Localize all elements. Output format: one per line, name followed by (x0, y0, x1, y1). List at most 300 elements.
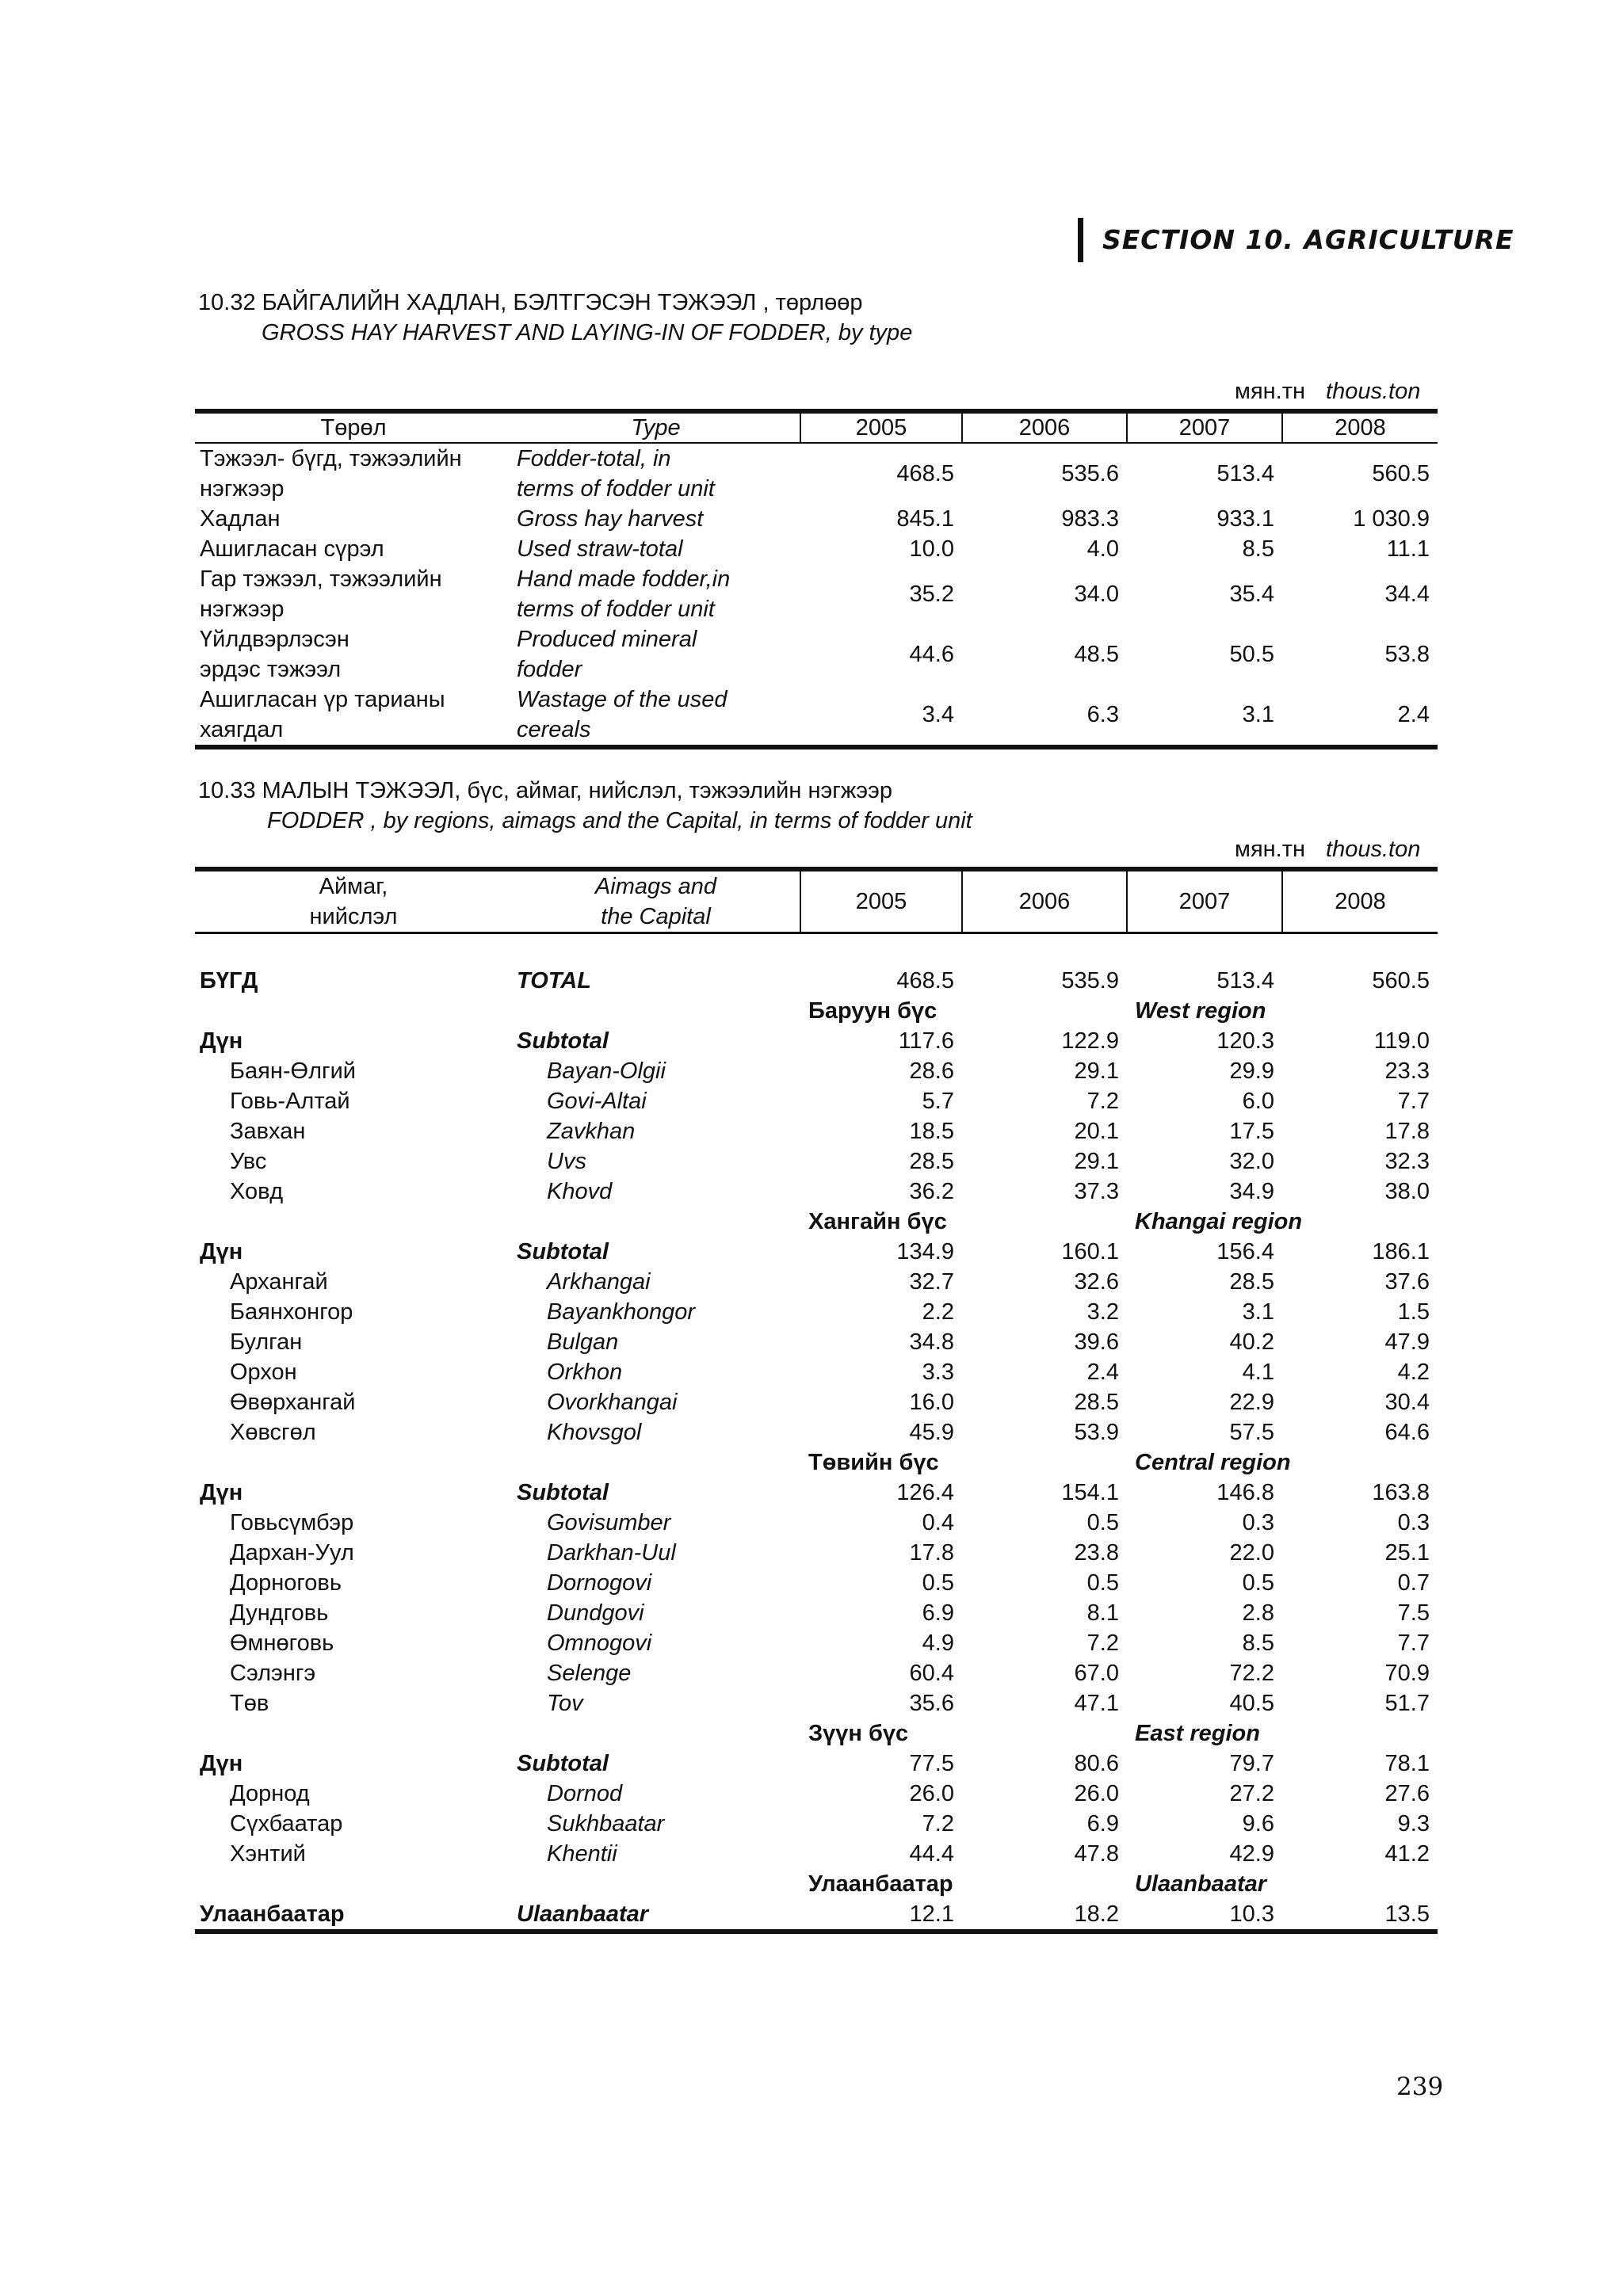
row-label-en: Tov (547, 1691, 583, 1716)
region-name-mn: Баруун бүс (808, 998, 938, 1024)
table2-col-mn-line2: нийслэл (309, 904, 398, 929)
value-cell: 8.5 (1242, 1630, 1274, 1656)
value-cell: 122.9 (1061, 1028, 1119, 1054)
value-cell: 39.6 (1074, 1329, 1119, 1355)
value-cell: 13.5 (1384, 1901, 1430, 1927)
row-label-mn (195, 624, 512, 685)
row-label-en: Bayan-Olgii (547, 1058, 666, 1084)
row-label-mn-line2: хаягдал (200, 717, 284, 742)
total-row (195, 966, 1438, 996)
value-cell: 77.5 (909, 1751, 954, 1776)
table1-year-header: 2006 (962, 411, 1127, 443)
value-cell: 34.4 (1384, 582, 1430, 607)
value-cell: 28.5 (1229, 1269, 1274, 1295)
value-cell: 53.8 (1384, 642, 1430, 667)
value-cell: 2.2 (922, 1299, 954, 1325)
row-label-mn: Говь-Алтай (230, 1089, 350, 1114)
aimag-row (195, 1779, 1438, 1809)
page-number: 239 (1396, 2073, 1444, 2101)
value-cell: 2.4 (1397, 702, 1430, 727)
aimag-row (195, 1267, 1438, 1297)
table2-header-row (195, 869, 1438, 933)
value-cell: 0.5 (1086, 1570, 1119, 1596)
value-cell: 9.6 (1242, 1811, 1274, 1836)
value-cell: 983.3 (1061, 506, 1119, 532)
value-cell: 4.9 (922, 1630, 954, 1656)
row-label-en-line2: terms of fodder unit (517, 476, 715, 502)
value-cell: 37.3 (1074, 1179, 1119, 1204)
value-cell: 468.5 (896, 461, 954, 486)
table2-year-header: 2005 (800, 869, 962, 933)
value-cell: 3.2 (1086, 1299, 1119, 1325)
value-cell: 16.0 (909, 1390, 954, 1415)
table1-col-en: Type (512, 411, 800, 443)
row-label-en: Darkhan-Uul (547, 1540, 676, 1566)
value-cell: 7.2 (1086, 1630, 1119, 1656)
value-cell: 27.6 (1384, 1781, 1430, 1806)
value-cell: 23.8 (1074, 1540, 1119, 1566)
row-label-mn (195, 564, 512, 624)
row-label-en-line1: Fodder-total, in (517, 446, 671, 471)
value-cell: 12.1 (909, 1901, 954, 1927)
value-cell: 25.1 (1384, 1540, 1430, 1566)
row-label-en: Govi-Altai (547, 1089, 647, 1114)
row-label-mn: Хөвсгөл (230, 1420, 316, 1445)
table-row (195, 504, 1438, 534)
value-cell: 47.8 (1074, 1841, 1119, 1867)
row-label-en-line2: terms of fodder unit (517, 597, 715, 622)
value-cell: 535.9 (1061, 968, 1119, 994)
row-label-en: Uvs (547, 1149, 586, 1174)
row-label-mn: Дүн (200, 1480, 243, 1505)
row-label-en: Khentii (547, 1841, 617, 1867)
value-cell: 2.4 (1086, 1360, 1119, 1385)
row-label-mn: Баянхонгор (230, 1299, 353, 1325)
value-cell: 40.5 (1229, 1691, 1274, 1716)
aimag-row (195, 1056, 1438, 1086)
value-cell: 32.6 (1074, 1269, 1119, 1295)
aimag-row (195, 1297, 1438, 1327)
row-label-en (512, 624, 800, 685)
value-cell: 11.1 (1386, 536, 1430, 562)
value-cell: 933.1 (1216, 506, 1274, 532)
value-cell: 41.2 (1384, 1841, 1430, 1867)
table2-col-en-line2: the Capital (601, 904, 711, 929)
row-label-en: Selenge (547, 1661, 632, 1686)
value-cell: 18.5 (909, 1119, 954, 1144)
subtotal-row (195, 1237, 1438, 1267)
table-row (195, 564, 1438, 624)
empty-cell (512, 1207, 800, 1237)
aimag-row (195, 1327, 1438, 1357)
subtotal-row (195, 1478, 1438, 1508)
aimag-row (195, 1177, 1438, 1207)
row-label-mn: Дүн (200, 1028, 243, 1054)
row-label-en: Ovorkhangai (547, 1390, 678, 1415)
row-label-en: Dornod (547, 1781, 623, 1806)
value-cell: 34.9 (1229, 1179, 1274, 1204)
aimag-row (195, 1688, 1438, 1718)
aimag-row (195, 1086, 1438, 1116)
row-label-mn: Говьсүмбэр (230, 1510, 354, 1535)
row-label-mn: Өмнөговь (230, 1630, 334, 1656)
value-cell: 3.1 (1242, 1299, 1274, 1325)
value-cell: 1.5 (1397, 1299, 1430, 1325)
value-cell: 120.3 (1216, 1028, 1274, 1054)
value-cell: 28.6 (909, 1058, 954, 1084)
value-cell: 560.5 (1372, 968, 1430, 994)
row-label-mn-line2: нэгжээр (200, 476, 285, 502)
row-label-mn: Увс (230, 1149, 267, 1174)
value-cell: 26.0 (909, 1781, 954, 1806)
value-cell: 32.3 (1384, 1149, 1430, 1174)
row-label-en: Khovsgol (547, 1420, 642, 1445)
row-label-en: Subtotal (517, 1239, 609, 1264)
row-label-en: Zavkhan (547, 1119, 636, 1144)
row-label-mn: Завхан (230, 1119, 306, 1144)
value-cell: 8.1 (1086, 1600, 1119, 1626)
value-cell: 4.1 (1242, 1360, 1274, 1385)
row-label-mn-line1: Тэжээл- бүгд, тэжээлийн (200, 446, 462, 471)
row-label-en (512, 443, 800, 504)
table1-header-row (195, 411, 1438, 443)
row-label-en: Ulaanbaatar (517, 1901, 649, 1927)
table1-body (195, 443, 1438, 747)
value-cell: 72.2 (1229, 1661, 1274, 1686)
row-label-en (512, 685, 800, 747)
value-cell: 7.7 (1397, 1089, 1430, 1114)
value-cell: 50.5 (1229, 642, 1274, 667)
table1-col-mn: Төрөл (195, 411, 512, 443)
spacer-cell (195, 933, 512, 967)
value-cell: 35.6 (909, 1691, 954, 1716)
row-label-mn (195, 443, 512, 504)
value-cell: 3.1 (1242, 702, 1274, 727)
subtotal-row (195, 1749, 1438, 1779)
row-label-en (512, 564, 800, 624)
value-cell: 17.5 (1229, 1119, 1274, 1144)
table1-unit-mn: мян.тн (1235, 379, 1306, 404)
value-cell: 22.9 (1229, 1390, 1274, 1415)
aimag-row (195, 1146, 1438, 1177)
table2-col-en-line1: Aimags and (594, 874, 717, 899)
table-row (195, 534, 1438, 564)
region-name-en: Central region (1135, 1450, 1291, 1475)
row-label-en: Khovd (547, 1179, 613, 1204)
value-cell: 146.8 (1216, 1480, 1274, 1505)
region-name-mn: Төвийн бүс (808, 1450, 939, 1475)
table2-unit-mn: мян.тн (1235, 837, 1306, 862)
value-cell: 23.3 (1384, 1058, 1430, 1084)
row-label-mn: Дундговь (230, 1600, 329, 1626)
value-cell: 42.9 (1229, 1841, 1274, 1867)
value-cell: 44.4 (909, 1841, 954, 1867)
aimag-row (195, 1598, 1438, 1628)
value-cell: 29.1 (1074, 1149, 1119, 1174)
row-label-mn: Архангай (230, 1269, 328, 1295)
row-label-mn: Сүхбаатар (230, 1811, 343, 1836)
value-cell: 3.4 (922, 702, 954, 727)
region-name-en: Ulaanbaatar (1135, 1871, 1267, 1897)
table1-year-header: 2008 (1282, 411, 1438, 443)
aimag-row (195, 1839, 1438, 1869)
value-cell: 45.9 (909, 1420, 954, 1445)
table2-unit-en: thous.ton (1326, 837, 1421, 862)
empty-cell (195, 1207, 512, 1237)
row-label-mn-line1: Хадлан (200, 506, 281, 532)
value-cell: 6.3 (1086, 702, 1119, 727)
region-header-row (195, 1869, 1438, 1899)
row-label-mn-line1: Гар тэжээл, тэжээлийн (200, 566, 442, 592)
value-cell: 29.1 (1074, 1058, 1119, 1084)
value-cell: 48.5 (1074, 642, 1119, 667)
value-cell: 126.4 (896, 1480, 954, 1505)
value-cell: 186.1 (1372, 1239, 1430, 1264)
value-cell: 6.9 (1086, 1811, 1119, 1836)
row-label-mn: Булган (230, 1329, 303, 1355)
aimag-row (195, 1658, 1438, 1688)
spacer-row (195, 933, 1438, 967)
row-label-mn-line1: Үйлдвэрлэсэн (200, 627, 349, 652)
value-cell: 3.3 (922, 1360, 954, 1385)
value-cell: 0.7 (1397, 1570, 1430, 1596)
row-label-en: Omnogovi (547, 1630, 652, 1656)
fodder-by-region-table (195, 867, 1438, 1934)
value-cell: 6.9 (922, 1600, 954, 1626)
value-cell: 7.7 (1397, 1630, 1430, 1656)
value-cell: 6.0 (1242, 1089, 1274, 1114)
empty-cell (512, 1869, 800, 1899)
row-label-mn: Хэнтий (230, 1841, 306, 1867)
value-cell: 35.2 (909, 582, 954, 607)
value-cell: 0.5 (1242, 1570, 1274, 1596)
value-cell: 32.0 (1229, 1149, 1274, 1174)
aimag-row (195, 1387, 1438, 1417)
region-header-row (195, 1207, 1438, 1237)
row-label-en: Subtotal (517, 1751, 609, 1776)
table2-col-mn (195, 869, 512, 933)
table1-year-header: 2007 (1127, 411, 1282, 443)
value-cell: 44.6 (909, 642, 954, 667)
table2-year-header: 2008 (1282, 869, 1438, 933)
value-cell: 70.9 (1384, 1661, 1430, 1686)
value-cell: 64.6 (1384, 1420, 1430, 1445)
value-cell: 78.1 (1384, 1751, 1430, 1776)
value-cell: 4.2 (1397, 1360, 1430, 1385)
row-label-mn: Өвөрхангай (230, 1390, 356, 1415)
value-cell: 156.4 (1216, 1239, 1274, 1264)
table2-year-header: 2006 (962, 869, 1127, 933)
value-cell: 134.9 (896, 1239, 954, 1264)
empty-cell (512, 1447, 800, 1478)
row-label-mn-line2: эрдэс тэжээл (200, 657, 342, 682)
row-label-en (512, 534, 800, 564)
value-cell: 1 030.9 (1353, 506, 1430, 532)
aimag-row (195, 1357, 1438, 1387)
row-label-mn (195, 685, 512, 747)
empty-cell (195, 996, 512, 1026)
aimag-row (195, 1628, 1438, 1658)
table1-subtitle: GROSS HAY HARVEST AND LAYING-IN OF FODDER, by type (262, 320, 913, 345)
table2-col-mn-line1: Аймаг, (319, 874, 388, 899)
value-cell: 17.8 (909, 1540, 954, 1566)
value-cell: 37.6 (1384, 1269, 1430, 1295)
value-cell: 0.5 (922, 1570, 954, 1596)
value-cell: 57.5 (1229, 1420, 1274, 1445)
table2-subtitle: FODDER , by regions, aimags and the Capital, in terms of fodder unit (267, 808, 972, 833)
empty-cell (195, 1869, 512, 1899)
table1-unit (1235, 379, 1420, 405)
row-label-mn: Дорноговь (230, 1570, 342, 1596)
table-row (195, 443, 1438, 504)
value-cell: 10.3 (1229, 1901, 1274, 1927)
table2-body (195, 933, 1438, 1932)
table-row (195, 624, 1438, 685)
value-cell: 28.5 (1074, 1390, 1119, 1415)
value-cell: 22.0 (1229, 1540, 1274, 1566)
value-cell: 845.1 (896, 506, 954, 532)
value-cell: 560.5 (1372, 461, 1430, 486)
region-name-en: West region (1135, 998, 1266, 1024)
region-header-row (195, 1718, 1438, 1749)
value-cell: 163.8 (1372, 1480, 1430, 1505)
value-cell: 60.4 (909, 1661, 954, 1686)
region-header-row (195, 1447, 1438, 1478)
row-label-en: Subtotal (517, 1480, 609, 1505)
value-cell: 40.2 (1229, 1329, 1274, 1355)
table1-year-header: 2005 (800, 411, 962, 443)
row-label-mn: Ховд (230, 1179, 284, 1204)
value-cell: 28.5 (909, 1149, 954, 1174)
row-label-en-line1: Produced mineral (517, 627, 697, 652)
row-label-mn: Дархан-Уул (230, 1540, 354, 1566)
region-name-en: East region (1135, 1721, 1260, 1746)
row-label-en: Bulgan (547, 1329, 619, 1355)
value-cell: 4.0 (1086, 536, 1119, 562)
row-label-mn: Улаанбаатар (200, 1901, 345, 1927)
subtotal-row (195, 1899, 1438, 1932)
region-name-mn: Улаанбаатар (808, 1871, 953, 1897)
value-cell: 154.1 (1061, 1480, 1119, 1505)
table2-year-header: 2007 (1127, 869, 1282, 933)
region-name-mn: Зүүн бүс (808, 1721, 909, 1746)
value-cell: 34.0 (1074, 582, 1119, 607)
table2-unit (1235, 837, 1420, 863)
row-label-mn: Дүн (200, 1239, 243, 1264)
value-cell: 18.2 (1074, 1901, 1119, 1927)
value-cell: 119.0 (1373, 1028, 1430, 1054)
row-label-en: Dundgovi (547, 1600, 644, 1626)
row-label-en-line1: Gross hay harvest (517, 506, 704, 532)
row-label-mn (195, 534, 512, 564)
row-label-en-line1: Used straw-total (517, 536, 683, 562)
value-cell: 0.3 (1242, 1510, 1274, 1535)
row-label-en: Arkhangai (547, 1269, 651, 1295)
empty-cell (195, 1447, 512, 1478)
aimag-row (195, 1568, 1438, 1598)
value-cell: 160.1 (1061, 1239, 1119, 1264)
section-header (1078, 218, 1514, 262)
table2-col-en (512, 869, 800, 933)
value-cell: 8.5 (1242, 536, 1274, 562)
row-label-en-line2: cereals (517, 717, 591, 742)
value-cell: 5.7 (922, 1089, 954, 1114)
row-label-en-line2: fodder (517, 657, 582, 682)
value-cell: 34.8 (909, 1329, 954, 1355)
value-cell: 38.0 (1384, 1179, 1430, 1204)
row-label-mn: Төв (230, 1691, 269, 1716)
value-cell: 67.0 (1074, 1661, 1119, 1686)
section-title: SECTION 10. AGRICULTURE (1102, 224, 1514, 255)
row-label-mn-line1: Ашигласан үр тарианы (200, 687, 445, 712)
value-cell: 7.2 (922, 1811, 954, 1836)
row-label-en: Govisumber (547, 1510, 671, 1535)
empty-cell (512, 996, 800, 1026)
value-cell: 47.9 (1384, 1329, 1430, 1355)
value-cell: 513.4 (1216, 968, 1274, 994)
region-name-mn: Хангайн бүс (808, 1209, 947, 1234)
value-cell: 36.2 (909, 1179, 954, 1204)
aimag-row (195, 1417, 1438, 1447)
aimag-row (195, 1508, 1438, 1538)
value-cell: 0.3 (1397, 1510, 1430, 1535)
value-cell: 7.2 (1086, 1089, 1119, 1114)
value-cell: 513.4 (1216, 461, 1274, 486)
region-header-row (195, 996, 1438, 1026)
value-cell: 2.8 (1242, 1600, 1274, 1626)
value-cell: 20.1 (1074, 1119, 1119, 1144)
value-cell: 117.6 (898, 1028, 954, 1054)
row-label-mn: Баян-Өлгий (230, 1058, 356, 1084)
value-cell: 10.0 (909, 536, 954, 562)
value-cell: 79.7 (1229, 1751, 1274, 1776)
value-cell: 35.4 (1229, 582, 1274, 607)
value-cell: 51.7 (1384, 1691, 1430, 1716)
aimag-row (195, 1116, 1438, 1146)
value-cell: 17.8 (1384, 1119, 1430, 1144)
value-cell: 29.9 (1229, 1058, 1274, 1084)
value-cell: 32.7 (909, 1269, 954, 1295)
row-label-mn: Дорнод (230, 1781, 310, 1806)
row-label-mn: БҮГД (200, 968, 258, 994)
empty-cell (512, 1718, 800, 1749)
value-cell: 9.3 (1397, 1811, 1430, 1836)
row-label-en: Sukhbaatar (547, 1811, 665, 1836)
row-label-en: Subtotal (517, 1028, 609, 1054)
value-cell: 26.0 (1074, 1781, 1119, 1806)
row-label-en: Orkhon (547, 1360, 623, 1385)
row-label-mn: Орхон (230, 1360, 297, 1385)
table1-title: 10.32 БАЙГАЛИЙН ХАДЛАН, БЭЛТГЭСЭН ТЭЖЭЭЛ , төрлөөр (198, 290, 863, 315)
value-cell: 27.2 (1229, 1781, 1274, 1806)
subtotal-row (195, 1026, 1438, 1056)
value-cell: 80.6 (1074, 1751, 1119, 1776)
row-label-en-line1: Wastage of the used (517, 687, 727, 712)
aimag-row (195, 1538, 1438, 1568)
row-label-mn: Сэлэнгэ (230, 1661, 316, 1686)
value-cell: 47.1 (1074, 1691, 1119, 1716)
row-label-mn-line2: нэгжээр (200, 597, 285, 622)
fodder-by-type-table (195, 409, 1438, 749)
table1-unit-en: thous.ton (1326, 379, 1421, 404)
value-cell: 468.5 (896, 968, 954, 994)
row-label-en: Bayankhongor (547, 1299, 696, 1325)
value-cell: 30.4 (1384, 1390, 1430, 1415)
aimag-row (195, 1809, 1438, 1839)
value-cell: 7.5 (1397, 1600, 1430, 1626)
table2-title: 10.33 МАЛЫН ТЭЖЭЭЛ, бүс, аймаг, нийслэл, тэжээлийн нэгжээр (198, 778, 892, 803)
row-label-en (512, 504, 800, 534)
